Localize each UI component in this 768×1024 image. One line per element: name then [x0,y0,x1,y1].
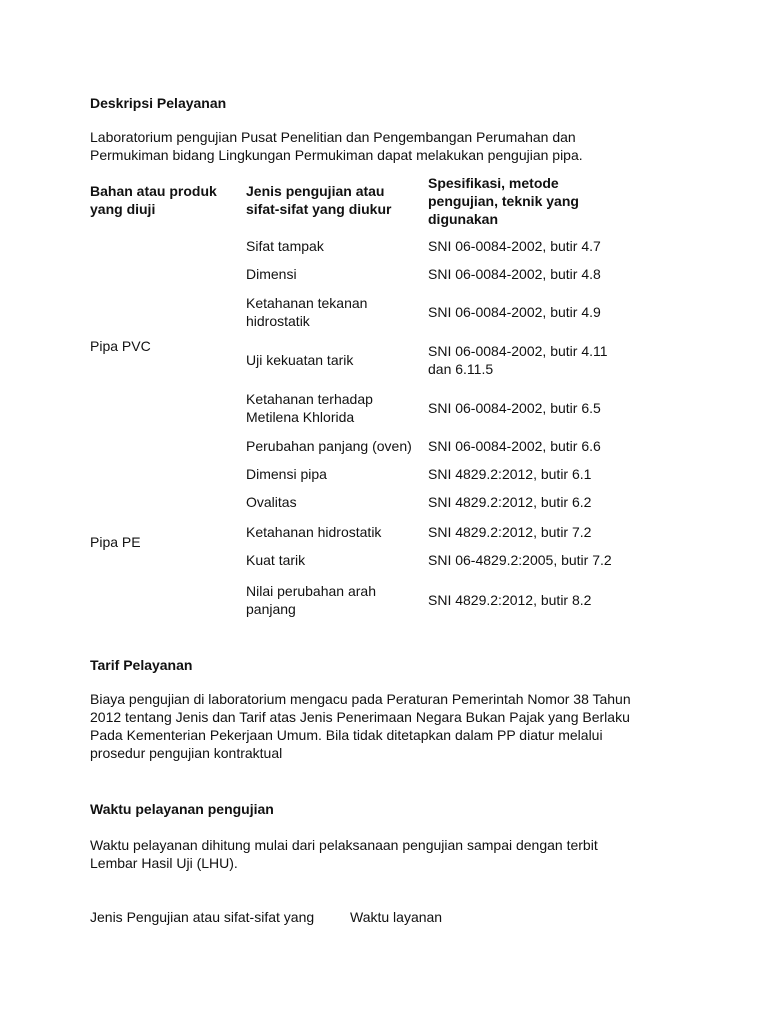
spec-cell: SNI 4829.2:2012, butir 8.2 [428,592,592,608]
spec-cell: SNI 06-0084-2002, butir 6.5 [428,400,601,416]
paragraph-line: 2012 tentang Jenis dan Tarif atas Jenis Penerimaan Negara Bukan Pajak yang Berlaku [90,709,630,725]
header-line: digunakan [428,211,499,227]
header-specification [428,174,628,228]
table-row [90,434,690,458]
table-header [90,174,690,228]
test-cell: Dimensi pipa [246,466,327,482]
table-row [90,292,690,332]
test-cell: Ketahanan terhadap Metilena Khlorida [246,391,373,425]
spec-cell: SNI 4829.2:2012, butir 6.1 [428,466,592,482]
spec-cell: SNI 06-0084-2002, butir 6.6 [428,438,601,454]
test-cell: Uji kekuatan tarik [246,352,354,368]
test-cell: Perubahan panjang (oven) [246,438,412,454]
spec-cell: SNI 06-0084-2002, butir 4.9 [428,304,601,320]
table-row [90,520,690,544]
test-cell: Ketahanan tekanan hidrostatik [246,295,368,329]
header-line: sifat-sifat yang diukur [246,201,392,217]
tarif-paragraph [90,690,730,762]
header-line: Bahan atau produk [90,183,217,199]
test-cell: Dimensi [246,266,297,282]
header-material [90,182,240,218]
spec-cell: SNI 06-0084-2002, butir 4.7 [428,238,601,254]
paragraph-line: Permukiman bidang Lingkungan Permukiman dapat melakukan pengujian pipa. [90,147,583,163]
group-label: Pipa PVC [90,338,151,354]
section-title-tarif: Tarif Pelayanan [90,657,193,673]
spec-cell: SNI 06-0084-2002, butir 4.11 dan 6.11.5 [428,343,608,377]
table-row [90,234,690,258]
header-line: Spesifikasi, metode [428,175,559,191]
test-cell: Nilai perubahan arah panjang [246,583,376,617]
footer-col-time: Waktu layanan [350,909,443,925]
group-label: Pipa PE [90,534,141,550]
header-test-type [246,182,426,218]
test-cell: Ketahanan hidrostatik [246,524,382,540]
waktu-paragraph [90,836,730,872]
header-line: yang diuji [90,201,156,217]
paragraph-line: prosedur pengujian kontraktual [90,745,283,761]
header-line: pengujian, teknik yang [428,193,579,209]
table-row [90,548,690,572]
table-row [90,580,690,620]
paragraph-line: Laboratorium pengujian Pusat Penelitian dan Pengembangan Perumahan dan [90,129,576,145]
table-row [90,388,690,428]
footer-col-test: Jenis Pengujian atau sifat-sifat yang [90,909,315,925]
paragraph-line: Biaya pengujian di laboratorium mengacu pada Peraturan Pemerintah Nomor 38 Tahun [90,691,631,707]
table-row [90,262,690,286]
header-line: Jenis pengujian atau [246,183,385,199]
spec-cell: SNI 4829.2:2012, butir 6.2 [428,494,592,510]
test-cell: Kuat tarik [246,552,306,568]
spec-cell: SNI 06-4829.2:2005, butir 7.2 [428,552,612,568]
section-title-deskripsi: Deskripsi Pelayanan [90,95,227,111]
deskripsi-paragraph [90,128,730,164]
table-row [90,340,690,380]
spec-cell: SNI 06-0084-2002, butir 4.8 [428,266,601,282]
table-row [90,462,690,486]
test-cell: Ovalitas [246,494,297,510]
paragraph-line: Lembar Hasil Uji (LHU). [90,855,238,871]
spec-cell: SNI 4829.2:2012, butir 7.2 [428,524,592,540]
test-cell: Sifat tampak [246,238,324,254]
paragraph-line: Pada Kementerian Pekerjaan Umum. Bila tidak ditetapkan dalam PP diatur melalui [90,727,603,743]
section-title-waktu: Waktu pelayanan pengujian [90,801,274,817]
paragraph-line: Waktu pelayanan dihitung mulai dari pelaksanaan pengujian sampai dengan terbit [90,837,598,853]
table-row [90,490,690,514]
